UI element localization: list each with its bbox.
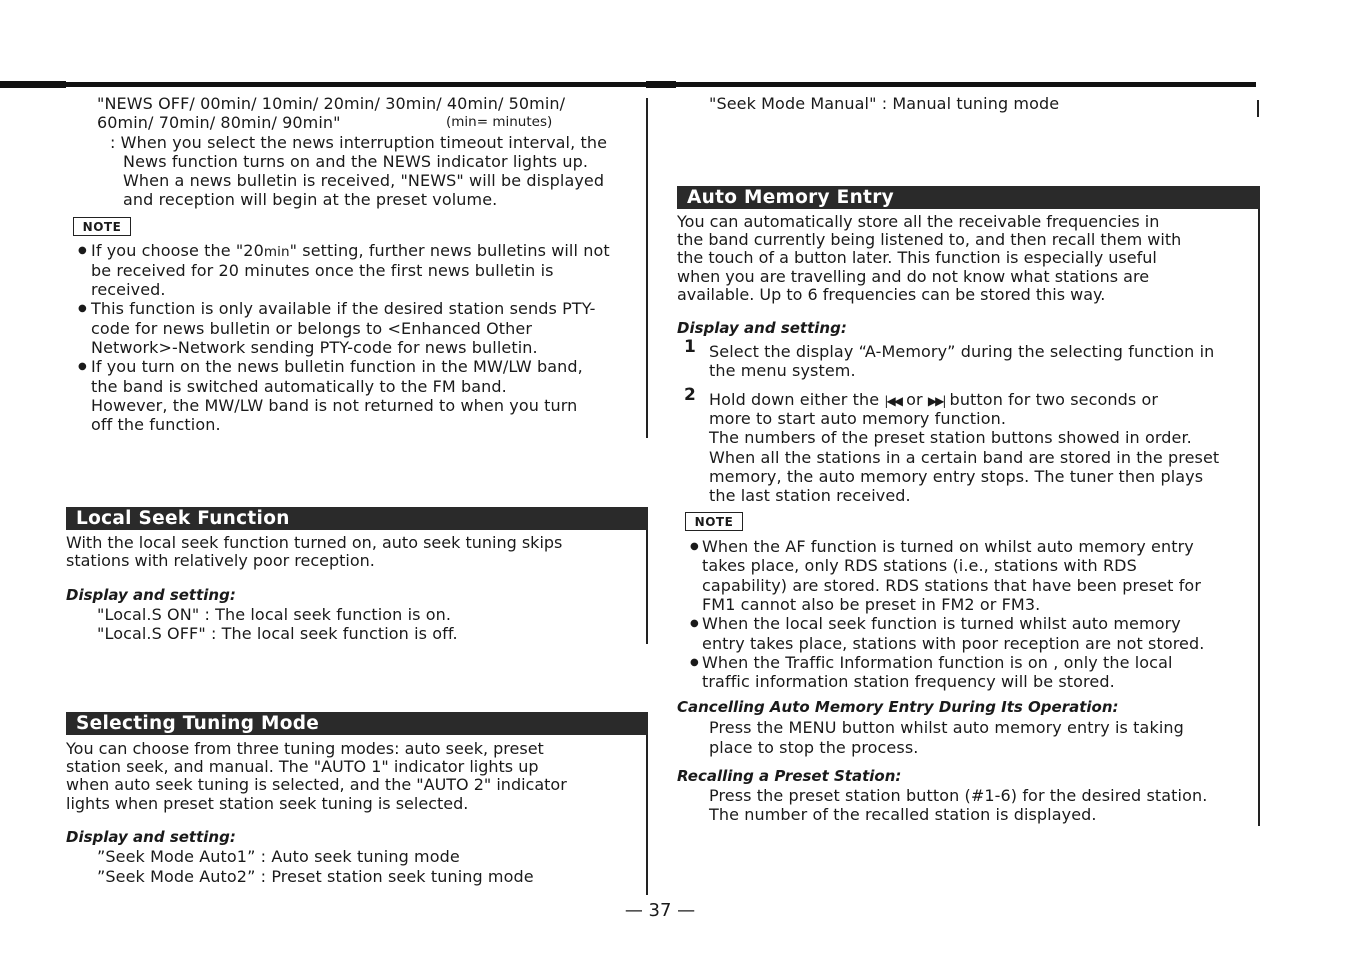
auto-memory-body-5: available. Up to 6 frequencies can be stored this way.: [677, 285, 1106, 304]
note2-line2: code for news bulletin or belongs to <Enhanced Other: [91, 319, 533, 338]
am-note2-line2: entry takes place, stations with poor reception are not stored.: [702, 634, 1205, 653]
note-label: NOTE: [685, 512, 743, 531]
auto-memory-body-2: the band currently being listened to, and then recall them with: [677, 230, 1182, 249]
auto-memory-heading: Auto Memory Entry: [677, 186, 1260, 209]
local-seek-body-2: stations with relatively poor reception.: [66, 551, 375, 570]
news-desc-1: : When you select the news interruption timeout interval, the: [110, 133, 608, 152]
local-seek-body-1: With the local seek function turned on, auto seek tuning skips: [66, 533, 563, 552]
local-seek-item-1: "Local.S ON" : The local seek function is on.: [97, 605, 452, 624]
tuning-body-1: You can choose from three tuning modes: auto seek, preset: [66, 739, 544, 758]
auto-memory-body-1: You can automatically store all the receivable frequencies in: [677, 212, 1160, 231]
step-1-number: 1: [684, 337, 696, 357]
step-2-number: 2: [684, 385, 696, 405]
local-seek-heading: Local Seek Function: [66, 507, 648, 530]
column-divider-2: [646, 530, 648, 644]
bullet: ●: [78, 361, 87, 372]
step-2-line3: The numbers of the preset station buttons showed in order.: [709, 428, 1192, 447]
auto-memory-body-3: the touch of a button later. This function is especially useful: [677, 248, 1157, 267]
step-2-line2: more to start auto memory function.: [709, 409, 1007, 428]
local-seek-item-2: "Local.S OFF" : The local seek function is off.: [97, 624, 458, 643]
column-divider-3: [646, 735, 648, 895]
cancel-body-2: place to stop the process.: [709, 738, 919, 757]
top-rule: [0, 82, 1256, 87]
recall-body-1: Press the preset station button (#1-6) for the desired station.: [709, 786, 1208, 805]
news-options-line2: 60min/ 70min/ 80min/ 90min": [97, 113, 341, 132]
column-divider-1: [646, 98, 648, 438]
tuning-mode-heading: Selecting Tuning Mode: [66, 712, 648, 735]
am-note1-line1: When the AF function is turned on whilst auto memory entry: [702, 537, 1194, 556]
recall-heading: Recalling a Preset Station:: [677, 767, 902, 785]
am-note1-line3: capability) are stored. RDS stations that have been preset for: [702, 576, 1202, 595]
tuning-item-2: ”Seek Mode Auto2” : Preset station seek tuning mode: [97, 867, 534, 886]
right-edge-mark: [1257, 100, 1259, 117]
bullet: ●: [690, 657, 699, 668]
step-2-line4: When all the stations in a certain band are stored in the preset: [709, 448, 1220, 467]
bullet: ●: [78, 245, 87, 256]
tuning-body-3: when auto seek tuning is selected, and the "AUTO 2" indicator: [66, 775, 567, 794]
note2-line3: Network>-Network sending PTY-code for news bulletin.: [91, 338, 538, 357]
tuning-body-2: station seek, and manual. The "AUTO 1" indicator lights up: [66, 757, 539, 776]
am-note3-line1: When the Traffic Information function is on , only the local: [702, 653, 1173, 672]
note3-line4: off the function.: [91, 415, 221, 434]
step-2-line6: the last station received.: [709, 486, 911, 505]
cancel-heading: Cancelling Auto Memory Entry During Its Operation:: [677, 698, 1119, 716]
news-options-line1: "NEWS OFF/ 00min/ 10min/ 20min/ 30min/ 40min/ 50min/: [97, 94, 566, 113]
local-seek-display-heading: Display and setting:: [66, 586, 236, 604]
am-note1-line4: FM1 cannot also be preset in FM2 or FM3.: [702, 595, 1041, 614]
auto-memory-display-heading: Display and setting:: [677, 319, 847, 337]
am-note1-line2: takes place, only RDS stations (i.e., stations with RDS: [702, 556, 1137, 575]
note3-line1: If you turn on the news bulletin function in the MW/LW band,: [91, 357, 583, 376]
step-1-line1: Select the display “A-Memory” during the selecting function in: [709, 342, 1215, 361]
note-label: NOTE: [73, 217, 131, 236]
note1-line2: be received for 20 minutes once the first news bulletin is: [91, 261, 554, 280]
top-rule-mid-accent: [646, 81, 676, 88]
cancel-body-1: Press the MENU button whilst auto memory entry is taking: [709, 718, 1184, 737]
note2-line1: This function is only available if the desired station sends PTY-: [91, 299, 596, 318]
bullet: ●: [690, 618, 699, 629]
note1-line1: If you choose the "20min" setting, further news bulletins will not: [91, 241, 610, 260]
step-1-line2: the menu system.: [709, 361, 856, 380]
am-note2-line1: When the local seek function is turned whilst auto memory: [702, 614, 1181, 633]
tuning-item-1: ”Seek Mode Auto1” : Auto seek tuning mode: [97, 847, 460, 866]
step-2-line5: memory, the auto memory entry stops. The tuner then plays: [709, 467, 1204, 486]
top-rule-left-accent: [0, 81, 66, 88]
tuning-body-4: lights when preset station seek tuning is selected.: [66, 794, 469, 813]
step-2-line1: Hold down either the |◀◀ or ▶▶| button for two seconds or: [709, 390, 1159, 409]
news-desc-3: When a news bulletin is received, "NEWS" will be displayed: [123, 171, 605, 190]
news-min-note: (min= minutes): [446, 114, 553, 130]
news-desc-2: News function turns on and the NEWS indicator lights up.: [123, 152, 589, 171]
seek-manual-item: "Seek Mode Manual" : Manual tuning mode: [709, 94, 1060, 113]
note3-line2: the band is switched automatically to the FM band.: [91, 377, 507, 396]
tuning-display-heading: Display and setting:: [66, 828, 236, 846]
bullet: ●: [690, 541, 699, 552]
note1-line3: received.: [91, 280, 166, 299]
skip-forward-icon: ▶▶|: [927, 394, 945, 408]
skip-back-icon: |◀◀: [884, 394, 901, 408]
am-note3-line2: traffic information station frequency will be stored.: [702, 672, 1115, 691]
recall-body-2: The number of the recalled station is displayed.: [709, 805, 1097, 824]
auto-memory-body-4: when you are travelling and do not know what stations are: [677, 267, 1150, 286]
note3-line3: However, the MW/LW band is not returned to when you turn: [91, 396, 578, 415]
right-edge-line: [1258, 186, 1260, 826]
news-desc-4: and reception will begin at the preset volume.: [123, 190, 498, 209]
page-number: — 37 —: [624, 900, 696, 921]
bullet: ●: [78, 303, 87, 314]
